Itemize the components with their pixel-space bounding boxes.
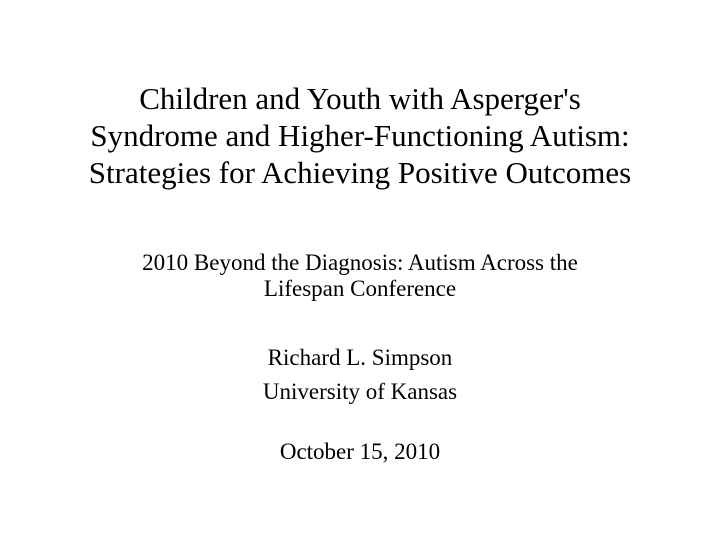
author-name: Richard L. Simpson (267, 345, 453, 370)
presentation-date: October 15, 2010 (279, 439, 441, 464)
affiliation: University of Kansas (262, 379, 458, 404)
conference-line: 2010 Beyond the Diagnosis: Autism Across the (142, 250, 578, 275)
title-line: Children and Youth with Asperger's (139, 81, 581, 116)
slide-title (0, 80, 720, 191)
title-line: Strategies for Achieving Positive Outcomes (88, 155, 632, 190)
conference-name (60, 250, 660, 302)
title-line: Syndrome and Higher-Functioning Autism: (90, 118, 630, 153)
conference-line: Lifespan Conference (263, 276, 457, 301)
